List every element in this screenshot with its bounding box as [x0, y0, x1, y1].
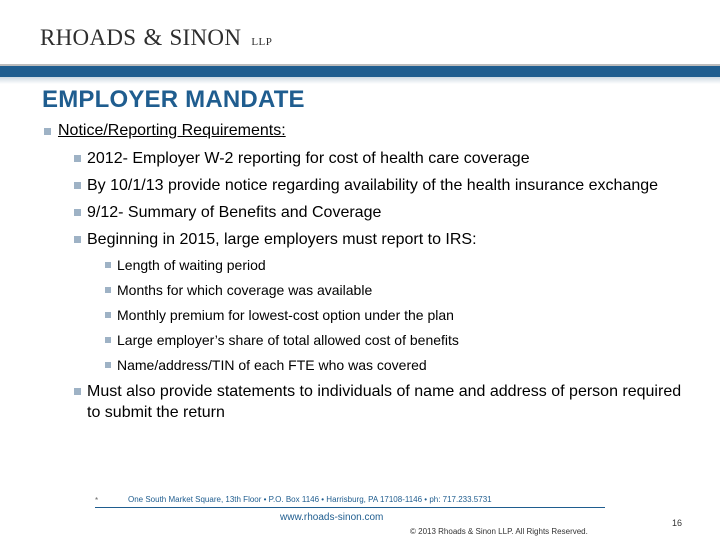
logo-ampersand: & — [143, 25, 163, 51]
sub-list-item — [105, 331, 684, 349]
header-fade-band — [0, 77, 720, 84]
list-item-text: 9/12- Summary of Benefits and Coverage — [87, 204, 382, 221]
header — [0, 0, 720, 60]
slide-content — [44, 122, 684, 429]
footer-divider — [95, 507, 605, 508]
logo-name: RHOADS — [40, 25, 137, 50]
page-number: 16 — [672, 518, 683, 528]
list-item-heading — [44, 122, 684, 140]
list-item — [74, 175, 684, 196]
bullet-icon — [44, 128, 51, 135]
sub-list-item-text: Name/address/TIN of each FTE who was covered — [117, 357, 427, 373]
list-item — [74, 202, 684, 223]
sub-list-item — [105, 256, 684, 274]
footer-mark: * — [95, 496, 99, 505]
bullet-icon — [105, 337, 111, 343]
logo-suffix: LLP — [251, 36, 273, 48]
logo-name-2: SINON — [169, 25, 242, 50]
list-item-text: Beginning in 2015, large employers must report to IRS: — [87, 231, 477, 248]
slide-title: EMPLOYER MANDATE — [42, 86, 305, 113]
firm-logo — [40, 25, 272, 52]
sub-list-item-text: Length of waiting period — [117, 257, 266, 273]
sub-list-item-text: Large employer’s share of total allowed cost of benefits — [117, 332, 459, 348]
bullet-icon — [74, 155, 81, 162]
bullet-icon — [105, 362, 111, 368]
bullet-icon — [74, 388, 81, 395]
footer-website-link[interactable]: www.rhoads-sinon.com — [280, 512, 384, 523]
sub-list-item — [105, 356, 684, 374]
bullet-icon — [74, 209, 81, 216]
bullet-icon — [105, 262, 111, 268]
list-item — [74, 229, 684, 250]
sub-list-item-text: Months for which coverage was available — [117, 282, 373, 298]
section-heading: Notice/Reporting Requirements: — [58, 122, 286, 139]
copyright-notice: © 2013 Rhoads & Sinon LLP. All Rights Reserved. — [410, 527, 588, 536]
header-color-band — [0, 66, 720, 77]
bullet-icon — [74, 236, 81, 243]
list-item-text: 2012- Employer W-2 reporting for cost of health care coverage — [87, 150, 530, 167]
list-item — [74, 381, 684, 423]
footer-address: One South Market Square, 13th Floor • P.O. Box 1146 • Harrisburg, PA 17108-1146 • ph: 717.233.5731 — [128, 495, 492, 504]
sub-list-item — [105, 281, 684, 299]
list-item — [74, 148, 684, 169]
bullet-icon — [105, 312, 111, 318]
sub-list-item-text: Monthly premium for lowest-cost option under the plan — [117, 307, 454, 323]
list-item-text: By 10/1/13 provide notice regarding availability of the health insurance exchange — [87, 177, 659, 194]
bullet-icon — [105, 287, 111, 293]
list-item-text: Must also provide statements to individuals of name and address of person required to submit the return — [87, 383, 682, 421]
sub-list-item — [105, 306, 684, 324]
bullet-icon — [74, 182, 81, 189]
